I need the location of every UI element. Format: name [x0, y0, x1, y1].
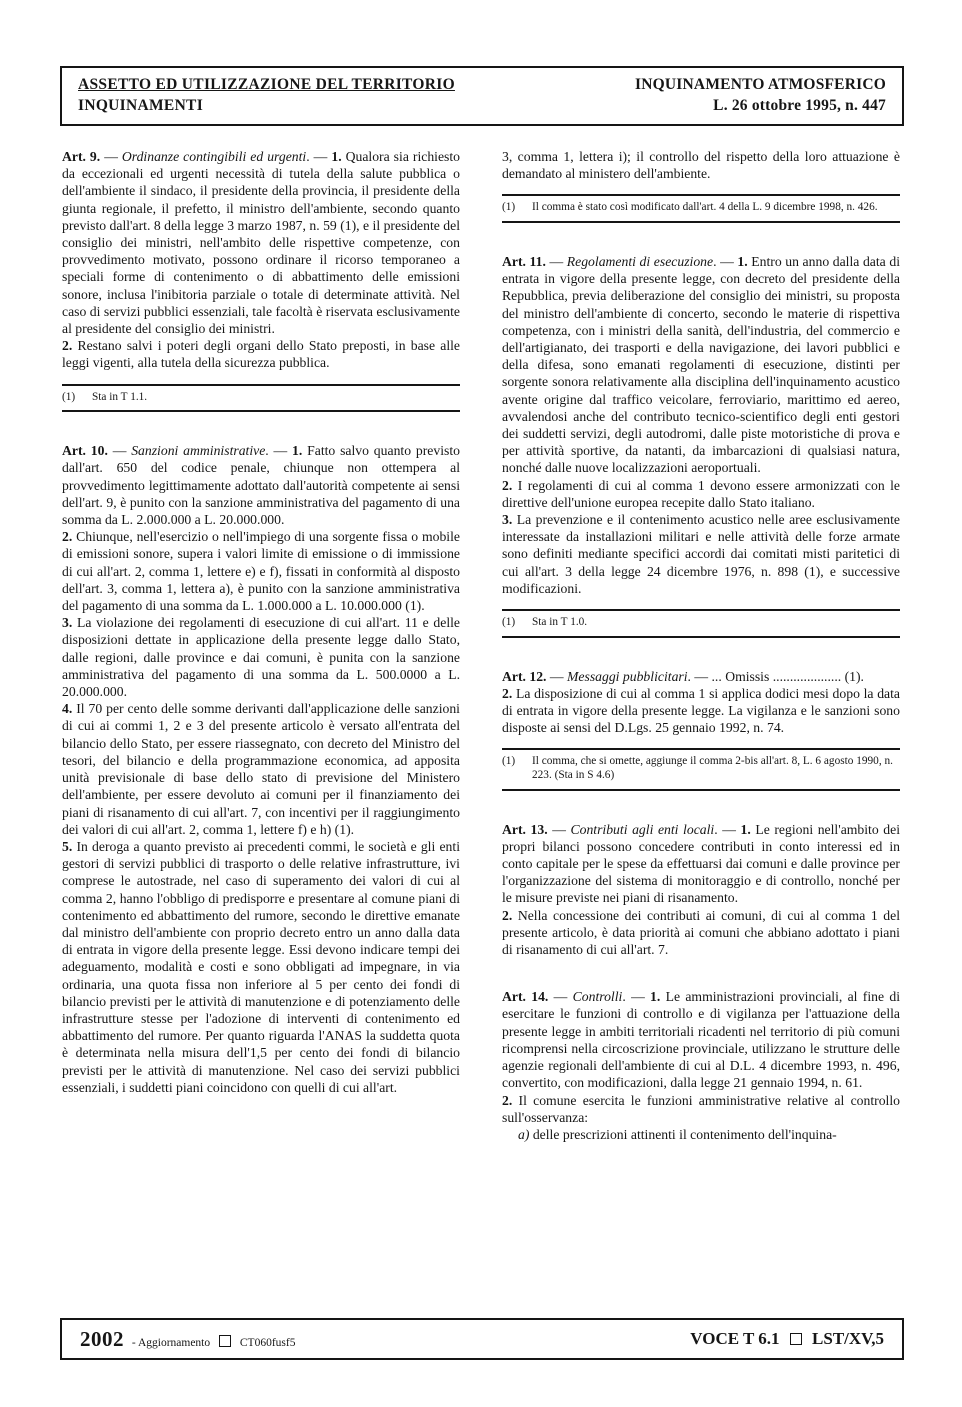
paragraph — [62, 700, 460, 838]
text-run: Nella concessione dei contributi ai comuni, di cui al comma 1 del presente articolo, è data priorità ai comuni che abbiano adottato i piani di risanamento di cui all'art. 7. — [502, 907, 900, 958]
header-law-reference: L. 26 ottobre 1995, n. 447 — [713, 97, 886, 114]
text-run: a) — [518, 1126, 530, 1142]
paragraph — [502, 988, 900, 1091]
article-section — [502, 821, 900, 959]
text-run: . — — [306, 149, 332, 164]
article-section — [62, 442, 460, 1096]
text-run: — — [545, 254, 567, 269]
text-run: Restano salvi i poteri degli organi dello Stato preposti, in base alle leggi vigenti, alla tutela della sicurezza pubblica. — [62, 338, 460, 371]
text-run: 3, comma 1, lettera i); il controllo del rispetto della loro attuazione è demandato al ministero dell'ambiente. — [502, 149, 900, 182]
text-run: 2. — [502, 477, 513, 493]
text-run: . — — [622, 989, 651, 1005]
text-run: Contributi agli enti locali — [570, 821, 715, 837]
text-run: Il comune esercita le funzioni amministrative relative al controllo sull'osservanza: — [502, 1092, 900, 1125]
text-run: 1. — [737, 254, 748, 269]
paragraph — [502, 511, 900, 597]
paragraph — [502, 668, 900, 685]
footnote — [502, 748, 900, 790]
footnote-text: Il comma, che si omette, aggiunge il comma 2-bis all'art. 8, L. 6 agosto 1990, n. 223. (Sta in S 4.6) — [532, 755, 893, 782]
footer-right-block — [690, 1329, 884, 1349]
text-run: 3. — [62, 615, 73, 631]
footnote — [502, 194, 900, 223]
text-run: — — [107, 443, 132, 459]
square-icon — [790, 1333, 802, 1345]
text-run: 1. — [331, 149, 342, 164]
paragraph — [62, 442, 460, 528]
text-run: Art. 13. — [502, 821, 548, 837]
paragraph — [62, 337, 460, 371]
header-subsection-title: INQUINAMENTI — [78, 97, 204, 114]
footer-update-code: CT060fusf5 — [239, 1336, 296, 1349]
text-run: . — — [714, 821, 741, 837]
text-run: Messaggi pubblicitari — [567, 668, 688, 684]
text-run: 2. — [62, 529, 73, 545]
text-run: 4. — [62, 701, 73, 717]
article-section — [502, 668, 900, 791]
text-run: . — — [265, 443, 293, 459]
article-section — [62, 148, 460, 412]
text-run: La prevenzione e il contenimento acustico nelle aree esclusivamente interessate da installazioni militari e nelle attività delle forze armate sono definiti mediante specifici accordi dai comitati misti paritetici di cui all'art. 3 della legge 24 dicembre 1976, n. 898 (1), e successive modificazioni. — [502, 512, 900, 596]
footnote-text: Sta in T 1.0. — [532, 616, 588, 629]
paragraph — [502, 907, 900, 959]
text-run: Le regioni nell'ambito dei propri bilanci possono concedere contributi in conto interessi ed in conto capitale per le spese da effettuarsi dai comuni e dalle province per l'organizzazione del sistema di monitoraggio e di controllo, nonché per le misure previste nei piani di risanamento. — [502, 821, 901, 906]
text-run: 2. — [502, 1092, 513, 1108]
paragraph — [502, 148, 900, 182]
text-run: Art. 10. — [62, 443, 108, 459]
square-icon — [219, 1335, 231, 1347]
text-run: Il 70 per cento delle somme derivanti dall'applicazione delle sanzioni di cui ai commi 1, 2 e 3 del presente articolo è versato all'entrata del bilancio dello Stato, per essere riassegnato, con decreto del Ministro del tesori, del bilancio e della programmazione economica, ad apposita unità previsionale di base dello stato di previsione del Ministero dell'ambiente, per essere devoluto ai comuni per il finanziamento dei piani di risanamento di cui all'art. 7, con incentivi per il raggiungimento dei valori di cui all'art. 2, comma 1, lettere f) e h) (1). — [62, 701, 460, 837]
article-section — [502, 988, 900, 1143]
paragraph — [502, 821, 900, 907]
text-run: Art. 14. — [502, 989, 549, 1005]
paragraph — [502, 253, 900, 477]
text-run: 5. — [62, 838, 73, 854]
text-run: 1. — [740, 821, 751, 837]
text-run: 2. — [62, 338, 73, 354]
text-run: 3. — [502, 512, 513, 528]
text-run: Art. 12. — [502, 668, 547, 684]
text-run: In deroga a quanto previsto ai precedenti commi, le società e gli enti gestori di servizi pubblici di trasporto o delle relative infrastrutture, ivi comprese le autostrade, nel caso di superamento dei valori di cui al comma 2, hanno l'obbligo di predisporre e presentare al comune piani di contenimento ed abbattimento del rumore, secondo le direttive emanate dal ministro dell'ambiente con proprio decreto entro un anno dalla data di entrata in vigore della presente legge. Essi devono indicare tempi dei adeguamento, modalità e costi e sono obbligati ad impegnare, in via ordinaria, una quota fissa non inferiore al 5 per cento dei fondi di bilancio previsti per le attività di manutenzione e di potenziamento delle infrastrutture stesse per l'adozione di interventi di contenimento ed abbattimento del rumore. Per quanto riguarda l'ANAS la suddetta quota è determinata nella misura dell'1,5 per cento dei fondi di bilancio previsti per le attività di manutenzione. Nel caso dei servizi pubblici essenziali, i suddetti piani coincidono con quelli di cui all'art. — [62, 838, 460, 1095]
footnote — [62, 384, 460, 413]
text-run: — — [548, 989, 573, 1005]
paragraph — [62, 148, 460, 337]
text-run: Qualora sia richiesto da eccezionali ed urgenti necessità di tutela della salute pubblica o dell'ambiente il sindaco, il presidente della provincia, il presidente della giunta regionale, il prefetto, il ministro dell'ambiente, secondo quanto previsto dall'art. 8 della legge 3 marzo 1987, n. 59 (1), e il presidente del consiglio dei ministri, nell'ambito delle rispettive competenze, con provvedimento motivato, possono ordinare il ricorso temporaneo a speciali forme di contenimento o di abbattimento delle emissioni sonore, inclusa l'inibitoria parziale o totale di determinate attività. Nel caso di servizi pubblici essenziali, tale facoltà è riservata esclusivamente al presidente del consiglio dei ministri. — [62, 149, 461, 337]
footnote — [502, 609, 900, 638]
article-section — [502, 148, 900, 223]
header-left-block — [78, 74, 455, 116]
text-run: 1. — [650, 989, 661, 1005]
paragraph — [502, 1126, 900, 1143]
footer-voce-label: VOCE T 6.1 — [690, 1329, 780, 1348]
text-columns — [62, 148, 900, 1143]
text-run: — — [546, 668, 568, 684]
text-run: Regolamenti di esecuzione — [566, 254, 714, 269]
text-run: Art. 11. — [502, 254, 546, 269]
footnote-marker: (1) — [502, 616, 516, 629]
text-run: Fatto salvo quanto previsto dall'art. 650 del codice penale, chiunque non ottempera al provvedimento legittimamente adottato dall'autorità competente ai sensi dell'art. 9, è punito con la sanzione amministrativa del pagamento di una somma da L. 2.000.000 a L. 20.000.000. — [62, 443, 460, 528]
text-run: . — — [713, 254, 738, 269]
header-right-block — [635, 74, 886, 116]
footer-update-label: - Aggiornamento — [131, 1336, 211, 1349]
paragraph — [62, 528, 460, 614]
paragraph — [502, 1092, 900, 1126]
text-run: Chiunque, nell'esercizio o nell'impiego di una sorgente fissa o mobile di emissioni sonore, supera i valori limite di emissione o di immissione di cui all'art. 2, comma 1, lettere e) e f), fissati in conformità al disposto dell'art. 3, comma 1, lettera a), è punito con la sanzione amministrativa del pagamento di una somma da L. 1.000.000 a L. 10.000.000 (1). — [62, 529, 460, 614]
text-run: Art. 9. — [62, 149, 101, 164]
paragraph — [62, 614, 460, 700]
article-section — [502, 253, 900, 638]
left-column — [62, 148, 460, 1143]
text-run: I regolamenti di cui al comma 1 devono essere armonizzati con le direttive dell'unione europea recepite dallo Stato italiano. — [502, 477, 900, 510]
footnote-marker: (1) — [62, 390, 76, 403]
text-run: 2. — [502, 685, 513, 701]
right-column — [502, 148, 900, 1143]
header-section-title: ASSETTO ED UTILIZZAZIONE DEL TERRITORIO — [78, 76, 455, 93]
text-run: Ordinanze contingibili ed urgenti — [121, 149, 307, 164]
text-run: Le amministrazioni provinciali, al fine di esercitare le funzioni di controllo e di vigilanza per l'attuazione della presente legge in ambiti territoriali ricadenti nel territorio di più comuni ricomprensi nella circoscrizione provinciale, utilizzano le strutture delle agenzie regionali dell'ambiente di cui al D.L. 4 dicembre 1993, n. 496, convertito, con modificazioni, dalla legge 21 gennaio 1994, n. 61. — [502, 989, 900, 1091]
text-run: La disposizione di cui al comma 1 si applica dodici mesi dopo la data di entrata in vigore della presente legge. La vigilanza e le sanzioni sono disposte ai sensi del D.Lgs. 25 gennaio 1992, n. 74. — [502, 685, 900, 736]
footnote-marker: (1) — [502, 201, 516, 214]
page-footer — [60, 1318, 904, 1360]
paragraph — [502, 685, 900, 737]
text-run: — — [100, 149, 122, 164]
footnote-text: Sta in T 1.1. — [92, 390, 148, 403]
page-header — [60, 66, 904, 126]
footer-voce-code: LST/XV,5 — [812, 1329, 884, 1348]
footer-year: 2002 — [80, 1326, 124, 1351]
text-run: Controlli — [572, 989, 623, 1005]
footnote-text: Il comma è stato così modificato dall'art. 4 della L. 9 dicembre 1998, n. 426. — [532, 201, 878, 214]
paragraph — [502, 477, 900, 511]
text-run: La violazione dei regolamenti di esecuzione di cui all'art. 11 e delle disposizioni dettate in applicazione della presente legge dallo Stato, dalle regioni, dalle province e dai comuni, è punita con la sanzione amministrativa del pagamento di una somma da L. 500.0000 a L. 20.000.000. — [62, 615, 460, 700]
paragraph — [62, 838, 460, 1096]
text-run: Sanzioni amministrative — [131, 443, 266, 459]
text-run: 2. — [502, 907, 513, 923]
header-topic-title: INQUINAMENTO ATMOSFERICO — [635, 76, 886, 93]
text-run: Entro un anno dalla data di entrata in vigore della presente legge, con decreto del presidente della Repubblica, previa deliberazione del consiglio dei ministri, su proposta del ministro dell'ambiente di concerto, secondo le materie di rispettiva competenza, con i ministri della sanità, dell'industria, del commercio e dell'artigianato, dei trasporti e della navigazione, dei lavori pubblici e della difesa, sono emanati regolamenti di esecuzione, distinti per sorgente sonora relativamente alla disciplina dell'inquinamento acustico avente origine dal traffico veicolare, ferroviario, marittimo ed aereo, avvalendosi anche del contributo tecnico-scientifico degli enti gestori dei suddetti servizi, degli autodromi, dalle piste motoristiche di prova e per attività sportive, da natanti, da imbarcazioni di qualsiasi natura, nonché dalle nuove localizzazioni aeroportuali. — [502, 254, 901, 476]
text-run: — — [547, 821, 571, 837]
footnote-marker: (1) — [502, 755, 516, 768]
footer-left-block — [80, 1327, 295, 1352]
text-run: delle prescrizioni attinenti il contenimento dell'inquina- — [529, 1126, 837, 1142]
text-run: 1. — [292, 443, 303, 459]
text-run: . — ... Omissis .................... (1). — [687, 668, 864, 684]
